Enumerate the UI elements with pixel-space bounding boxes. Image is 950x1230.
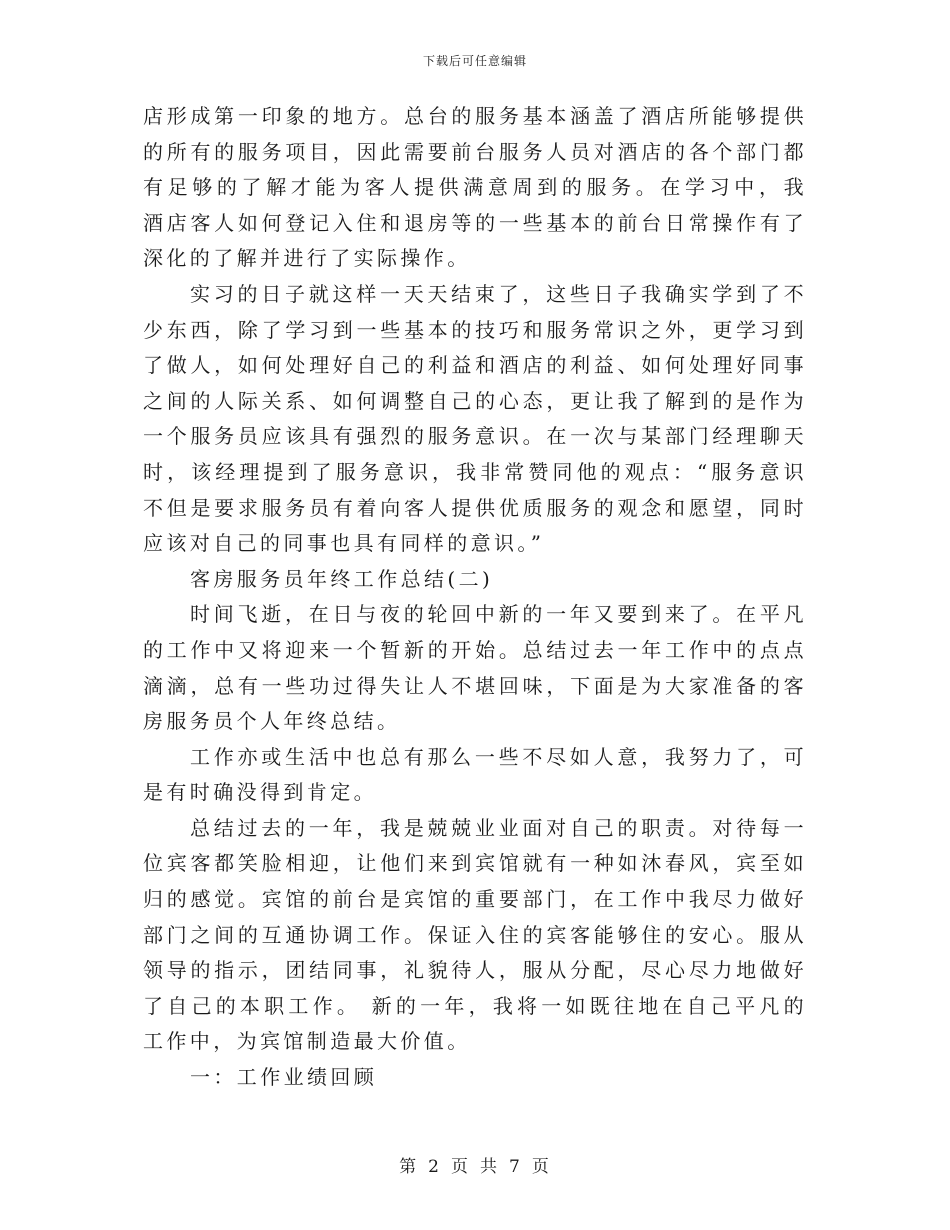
current-page-number: 2 [428,1157,441,1177]
footer-label-di: 第 [399,1157,419,1177]
paragraph: 实习的日子就这样一天天结束了，这些日子我确实学到了不少东西，除了学习到一些基本的技巧和服务常识之外，更学习到了做人，如何处理好自己的利益和酒店的利益、如何处理好同事之间的人际关系、如何调整自己的心态，更让我了解到的是作为一个服务员应该具有强烈的服务意识。在一次与某部门经理聊天时，该经理提到了服务意识，我非常赞同他的观点：“服务意识不但是要求服务员有着向客人提供优质服务的观念和愿望，同时应该对自己的同事也具有同样的意识。” [143,281,807,556]
paragraph: 总结过去的一年，我是兢兢业业面对自己的职责。对待每一位宾客都笑脸相迎，让他们来到宾馆就有一种如沐春风，宾至如归的感觉。宾馆的前台是宾馆的重要部门，在工作中我尽力做好部门之间的互通协调工作。保证入住的宾客能够住的安心。服从领导的指示，团结同事，礼貌待人，服从分配，尽心尽力地做好了自己的本职工作。 新的一年，我将一如既往地在自己平凡的工作中，为宾馆制造最大价值。 [143,815,807,1054]
section-heading: 客房服务员年终工作总结(二) [190,566,494,591]
footer-label-ye-end: 页 [531,1157,551,1177]
paragraph: 工作亦或生活中也总有那么一些不尽如人意，我努力了，可是有时确没得到肯定。 [143,744,807,805]
total-pages-number: 7 [509,1157,522,1177]
paragraph: 时间飞逝，在日与夜的轮回中新的一年又要到来了。在平凡的工作中又将迎来一个暂新的开始。总结过去一年工作中的点点滴滴，总有一些功过得失让人不堪回味，下面是为大家准备的客房服务员个人年终总结。 [143,602,807,734]
subsection-heading: 一：工作业绩回顾 [190,1065,378,1090]
paragraph-continuation: 店形成第一印象的地方。总台的服务基本涵盖了酒店所能够提供的所有的服务项目，因此需要前台服务人员对酒店的各个部门都有足够的了解才能为客人提供满意周到的服务。在学习中，我 酒店客人如何登记入住和退房等的一些基本的前台日常操作有了深化的了解并进行了实际操作。 [143,104,807,271]
footer-label-gong: 共 [480,1157,499,1177]
page-footer [0,1152,950,1177]
footer-label-ye: 页 [451,1157,470,1177]
page-header: 下载后可任意编辑 [422,54,527,68]
document-body [143,99,807,1096]
